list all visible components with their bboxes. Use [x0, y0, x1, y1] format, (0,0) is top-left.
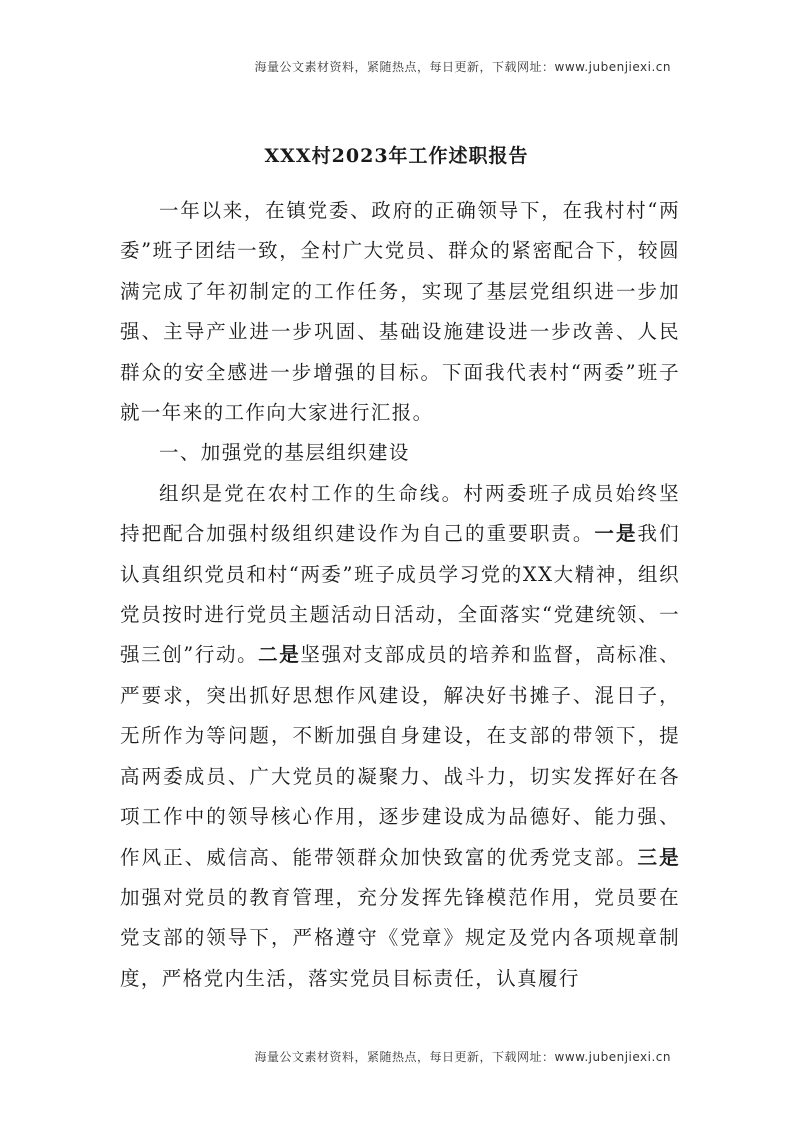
- emphasis-keyword: 一是: [594, 522, 638, 546]
- section-heading: 一、加强党的基层组织建设: [159, 441, 410, 465]
- text-run: 我们认真组织党员和村“两委”班子成员学习党的XX大精神，组织党员按时进行党员主题活动日活动，全面落实“党建统领、一强三创”行动。: [120, 522, 680, 667]
- section-paragraph: [120, 474, 680, 999]
- page-header: 海量公文素材资料，紧随热点，每日更新，下载网址：www.jubenjiexi.cn: [254, 60, 671, 74]
- emphasis-keyword: 二是: [258, 643, 301, 667]
- text-run: 坚强对支部成员的培养和监督，高标准、严要求，突出抓好思想作风建设，解决好书摊子、混日子，无所作为等问题，不断加强自身建设，在支部的带领下，提高两委成员、广大党员的凝聚力、战斗力，切实发挥好在各项工作中的领导核心作用，逐步建设成为品德好、能力强、作风正、威信高、能带领群众加快致富的优秀党支部。: [120, 643, 680, 869]
- emphasis-keyword: 三是: [637, 845, 680, 869]
- document-title: XXX村2023年工作述职报告: [264, 145, 529, 167]
- intro-paragraph: 一年以来，在镇党委、政府的正确领导下，在我村村“两委”班子团结一致，全村广大党员、群众的紧密配合下，较圆满完成了年初制定的工作任务，实现了基层党组织进一步加强、主导产业进一步巩固、基础设施建设进一步改善、人民群众的安全感进一步增强的目标。下面我代表村“两委”班子就一年来的工作向大家进行汇报。: [120, 199, 680, 425]
- text-run: 组织是党在农村工作的生命线。村两委班子成员始终坚持把配合加强村级组织建设作为自己的重要职责。: [120, 481, 680, 546]
- page-footer: 海量公文素材资料，紧随热点，每日更新，下载网址：www.jubenjiexi.cn: [254, 1050, 671, 1064]
- text-run: 加强对党员的教育管理，充分发挥先锋模范作用，党员要在党支部的领导下，严格遵守《党章》规定及党内各项规章制度，严格党内生活，落实党员目标责任，认真履行: [120, 885, 680, 990]
- document-body: [120, 191, 680, 999]
